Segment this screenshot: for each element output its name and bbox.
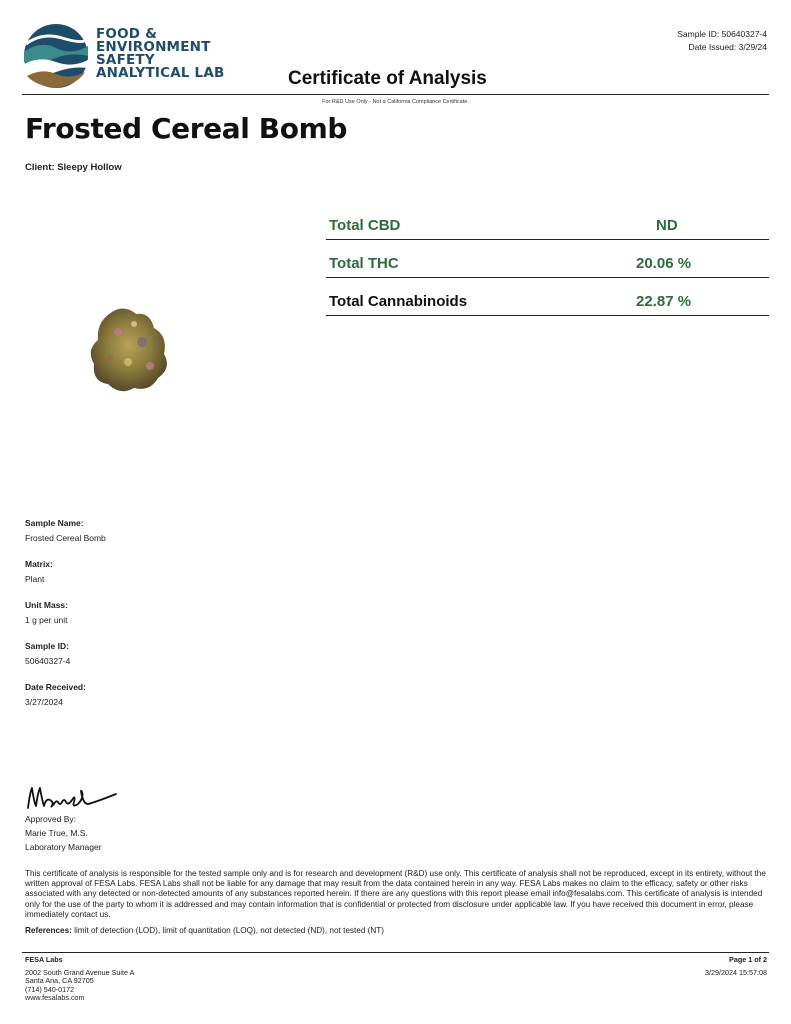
cannabis-flower-photo-icon <box>84 302 176 398</box>
rnd-use-note: For R&D Use Only - Not a California Compliance Certificate. <box>322 99 469 105</box>
info-label: Sample ID: <box>25 641 69 651</box>
summary-label: Total Cannabinoids <box>329 293 468 310</box>
cannabinoid-summary-table <box>326 202 769 316</box>
footer-phone: (714) 540-0172 <box>25 984 75 994</box>
summary-value: ND <box>656 217 678 234</box>
references-line <box>25 926 384 935</box>
info-label: Unit Mass: <box>25 600 68 610</box>
footer-address <box>25 956 134 1003</box>
footer-page-info <box>705 956 767 977</box>
logo-line: ANALYTICAL LAB <box>96 65 225 81</box>
footer-divider <box>22 952 769 953</box>
summary-label: Total CBD <box>329 217 401 234</box>
info-label: Date Received: <box>25 682 86 692</box>
sample-info-item <box>25 518 106 545</box>
logo-line: ENVIRONMENT <box>96 39 211 55</box>
info-value: 50640327-4 <box>25 656 71 666</box>
approved-by-label: Approved By: <box>25 814 77 824</box>
certificate-title: Certificate of Analysis <box>288 68 487 89</box>
info-value: 1 g per unit <box>25 615 68 625</box>
client-name: Client: Sleepy Hollow <box>25 162 122 173</box>
sample-info-item <box>25 559 106 586</box>
approver-name: Marie True, M.S. <box>25 828 88 838</box>
lab-name-logo-text <box>96 28 225 80</box>
references-text: limit of detection (LOD), limit of quantitation (LOQ), not detected (ND), not tested (NT) <box>74 926 385 935</box>
footer-company: FESA Labs <box>25 955 63 964</box>
summary-row-total-thc <box>326 240 769 278</box>
fesa-logo-icon <box>22 22 90 90</box>
footer-website: www.fesalabs.com <box>25 993 85 1002</box>
info-value: Plant <box>25 574 45 584</box>
sample-info-item <box>25 682 106 709</box>
sample-info-item <box>25 641 106 668</box>
footer-address-line: Santa Ana, CA 92705 <box>25 976 94 985</box>
disclaimer-text: This certificate of analysis is responsible for the tested sample only and is for research and development (R&D) use only. This certificate of analysis shall not be reproduced, except in its entirety, without the written approval of FESA Labs. FESA Labs shall not be liable for any damage that may result from the data contained herein in any way. FESA Labs makes no claim to the efficacy, safety or other risks associated with any detected or non-detected amounts of any substances reported herein. If there are any questions with this report please email info@fesalabs.com. This certificate of analysis is intended only for the use of the party to whom it is addressed and may contain information that is confidential or protected from disclosure under applicable law. If you have received this document in error, please immediately contact us. <box>25 869 766 919</box>
references-label: References: <box>25 926 72 935</box>
info-value: 3/27/2024 <box>25 697 63 707</box>
info-value: Frosted Cereal Bomb <box>25 533 106 543</box>
info-label: Sample Name: <box>25 518 84 528</box>
logo-line: FOOD & <box>96 26 158 42</box>
approval-block <box>25 812 102 854</box>
header-sample-id: Sample ID: 50640327-4 <box>677 29 767 39</box>
approver-role: Laboratory Manager <box>25 842 102 852</box>
footer-address-line: 2002 South Grand Avenue Suite A <box>25 967 135 977</box>
summary-value: 20.06 % <box>636 255 692 272</box>
info-label: Matrix: <box>25 559 53 569</box>
header-meta <box>677 28 767 54</box>
summary-row-total-cbd <box>326 202 769 240</box>
product-title: Frosted Cereal Bomb <box>25 112 347 145</box>
summary-value: 22.87 % <box>636 293 692 310</box>
summary-label: Total THC <box>329 255 399 272</box>
sample-info-item <box>25 600 106 627</box>
signature-icon <box>24 778 120 816</box>
header-divider <box>22 94 769 95</box>
page-number: Page 1 of 2 <box>729 955 767 964</box>
sample-info <box>25 518 106 723</box>
header-date-issued: Date Issued: 3/29/24 <box>688 42 767 52</box>
logo-line: SAFETY <box>96 52 155 68</box>
summary-row-total-cannabinoids <box>326 278 769 316</box>
footer-timestamp: 3/29/2024 15:57:08 <box>705 967 767 977</box>
